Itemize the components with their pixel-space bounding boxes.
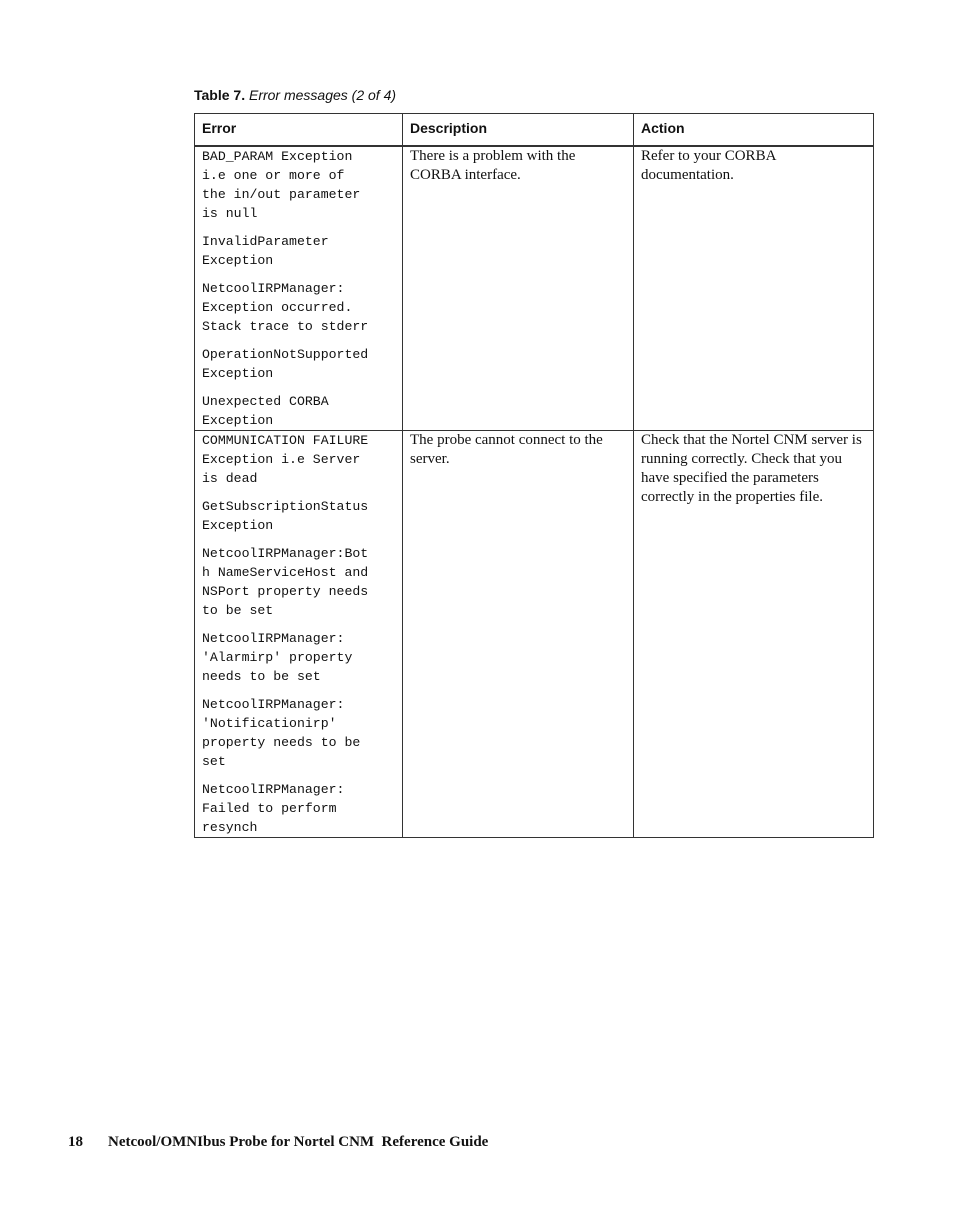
error-message: BAD_PARAM Exception i.e one or more of the in/out parameter is null [202, 149, 361, 221]
action-cell: Refer to your CORBA documentation. [634, 146, 874, 431]
table-row [195, 431, 874, 838]
error-message: InvalidParameter Exception [202, 234, 329, 268]
table-caption [194, 86, 396, 104]
error-message: NetcoolIRPManager: Failed to perform resynch [202, 782, 345, 835]
table-caption-title: Error messages (2 of 4) [248, 87, 397, 103]
description-cell: There is a problem with the CORBA interface. [403, 146, 634, 431]
action-cell: Check that the Nortel CNM server is running correctly. Check that you have specified the parameters correctly in the properties file. [634, 431, 874, 838]
error-message: GetSubscriptionStatus Exception [202, 499, 369, 533]
page-footer [68, 1133, 488, 1151]
error-message: OperationNotSupported Exception [202, 347, 369, 381]
table-caption-label: Table 7. [194, 87, 246, 103]
table-row [195, 146, 874, 431]
error-cell [195, 146, 403, 431]
table-header-row [195, 114, 874, 147]
error-message: NetcoolIRPManager:Bot h NameServiceHost and NSPort property needs to be set [202, 546, 369, 618]
header-action: Action [634, 114, 874, 147]
error-message: NetcoolIRPManager: 'Notificationirp' property needs to be set [202, 697, 361, 769]
error-message: COMMUNICATION FAILURE Exception i.e Server is dead [202, 433, 369, 486]
description-cell: The probe cannot connect to the server. [403, 431, 634, 838]
error-cell [195, 431, 403, 838]
guide-title: Netcool/OMNIbus Probe for Nortel CNM Reference Guide [108, 1134, 489, 1150]
error-message: NetcoolIRPManager: 'Alarmirp' property needs to be set [202, 631, 353, 684]
error-message: Unexpected CORBA Exception [202, 394, 329, 428]
page-number: 18 [68, 1134, 83, 1150]
header-error: Error [195, 114, 403, 147]
header-description: Description [403, 114, 634, 147]
error-messages-table [194, 113, 874, 838]
error-message: NetcoolIRPManager: Exception occurred. Stack trace to stderr [202, 281, 369, 334]
